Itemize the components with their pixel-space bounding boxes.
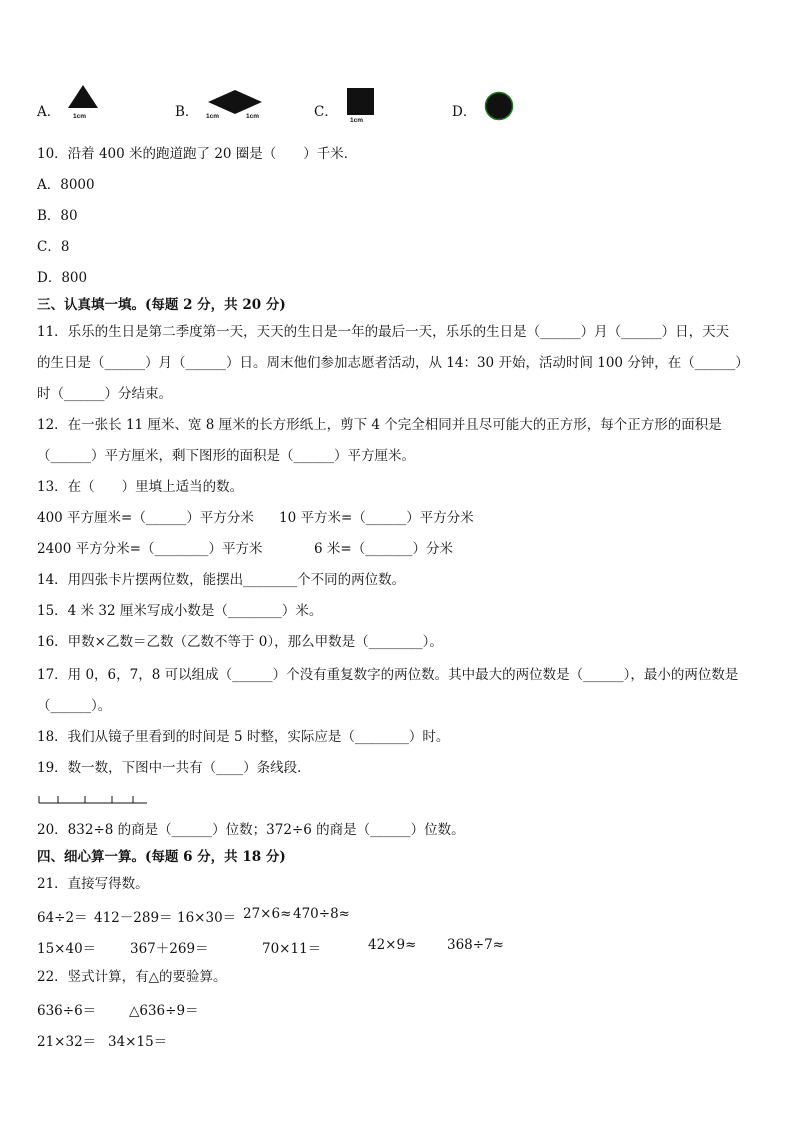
q18: 18．我们从镜子里看到的时间是 5 时整，实际应是（________）时。	[37, 729, 450, 745]
rhombus-shape	[206, 88, 264, 116]
q17-line-1: 17．用 0，6，7，8 可以组成（______）个没有重复数字的两位数。其中最大的两位数是（______），最小的两位数是	[37, 667, 739, 683]
q22-expr-4: 34×15＝	[108, 1034, 168, 1050]
q17-line-2: （______）。	[37, 698, 112, 714]
q10-option-d: D．800	[37, 270, 88, 286]
section-4-title: 四、细心算一算。(每题 6 分，共 18 分)	[37, 849, 286, 865]
option-b-label: B．	[175, 104, 199, 120]
q14: 14．用四张卡片摆两位数，能摆出________个不同的两位数。	[37, 572, 406, 588]
q10-stem: 10．沿着 400 米的跑道跑了 20 圈是（ ）千米．	[37, 146, 358, 162]
q22-expr-2: △636÷9＝	[129, 1003, 199, 1019]
q15: 15．4 米 32 厘米写成小数是（________）米。	[37, 603, 323, 619]
square-shape	[346, 88, 376, 116]
q13-item-2: 10 平方米=（______）平方分米	[279, 510, 474, 526]
q21-expr-1: 64÷2＝	[37, 910, 88, 926]
q11-line-1: 11．乐乐的生日是第二季度第一天，天天的生日是一年的最后一天，乐乐的生日是（______）月（______）日，天天	[37, 324, 730, 340]
q22-stem: 22．竖式计算，有△的要验算。	[37, 969, 227, 985]
circle-shape	[483, 90, 515, 122]
q19: 19．数一数，下图中一共有（____）条线段．	[37, 760, 311, 776]
q12-line-2: （______）平方厘米，剩下图形的面积是（______）平方厘米。	[37, 448, 415, 464]
option-d-label: D．	[452, 104, 477, 120]
option-c-label: C．	[314, 104, 338, 120]
line-segment-figure	[37, 792, 149, 806]
q22-expr-1: 636÷6＝	[37, 1003, 97, 1019]
q13-item-3: 2400 平方分米=（________）平方米	[37, 541, 263, 557]
q21-expr-6: 15×40＝	[37, 941, 97, 957]
triangle-unit-label: 1cm	[73, 113, 87, 120]
q21-expr-10: 368÷7≈	[447, 937, 504, 953]
triangle-shape	[66, 84, 100, 110]
q20: 20．832÷8 的商是（______）位数；372÷6 的商是（______）位数。	[37, 822, 465, 838]
rhombus-unit-label-right: 1cm	[246, 113, 260, 120]
rhombus-unit-label-left: 1cm	[206, 113, 220, 120]
q13-item-4: 6 米=（_______）分米	[314, 541, 453, 557]
q21-expr-7: 367＋269＝	[130, 941, 209, 957]
q21-expr-5: 470÷8≈	[293, 906, 350, 922]
q21-stem: 21．直接写得数。	[37, 876, 149, 892]
q10-option-b: B．80	[37, 208, 78, 224]
option-a-label: A．	[37, 104, 61, 120]
q21-expr-8: 70×11＝	[262, 941, 322, 957]
q12-line-1: 12．在一张长 11 厘米、宽 8 厘米的长方形纸上，剪下 4 个完全相同并且尽可能大的正方形，每个正方形的面积是	[37, 417, 722, 433]
q10-option-c: C．8	[37, 239, 70, 255]
q13-stem: 13．在（ ）里填上适当的数。	[37, 479, 244, 495]
q10-option-a: A．8000	[37, 177, 95, 193]
q21-expr-9: 42×9≈	[368, 937, 417, 953]
q22-expr-3: 21×32＝	[37, 1034, 97, 1050]
q21-expr-3: 16×30＝	[177, 910, 237, 926]
q16: 16．甲数×乙数＝乙数（乙数不等于 0），那么甲数是（________）。	[37, 634, 443, 650]
q13-item-1: 400 平方厘米=（______）平方分米	[37, 510, 254, 526]
square-unit-label: 1cm	[350, 117, 364, 124]
q11-line-3: 时（______）分结束。	[37, 386, 172, 402]
section-3-title: 三、认真填一填。(每题 2 分，共 20 分)	[37, 297, 286, 313]
q21-expr-2: 412－289＝	[94, 910, 173, 926]
q11-line-2: 的生日是（______）月（______）日。周末他们参加志愿者活动，从 14：30 开始，活动时间 100 分钟，在（______）	[37, 355, 749, 371]
q21-expr-4: 27×6≈	[243, 906, 292, 922]
